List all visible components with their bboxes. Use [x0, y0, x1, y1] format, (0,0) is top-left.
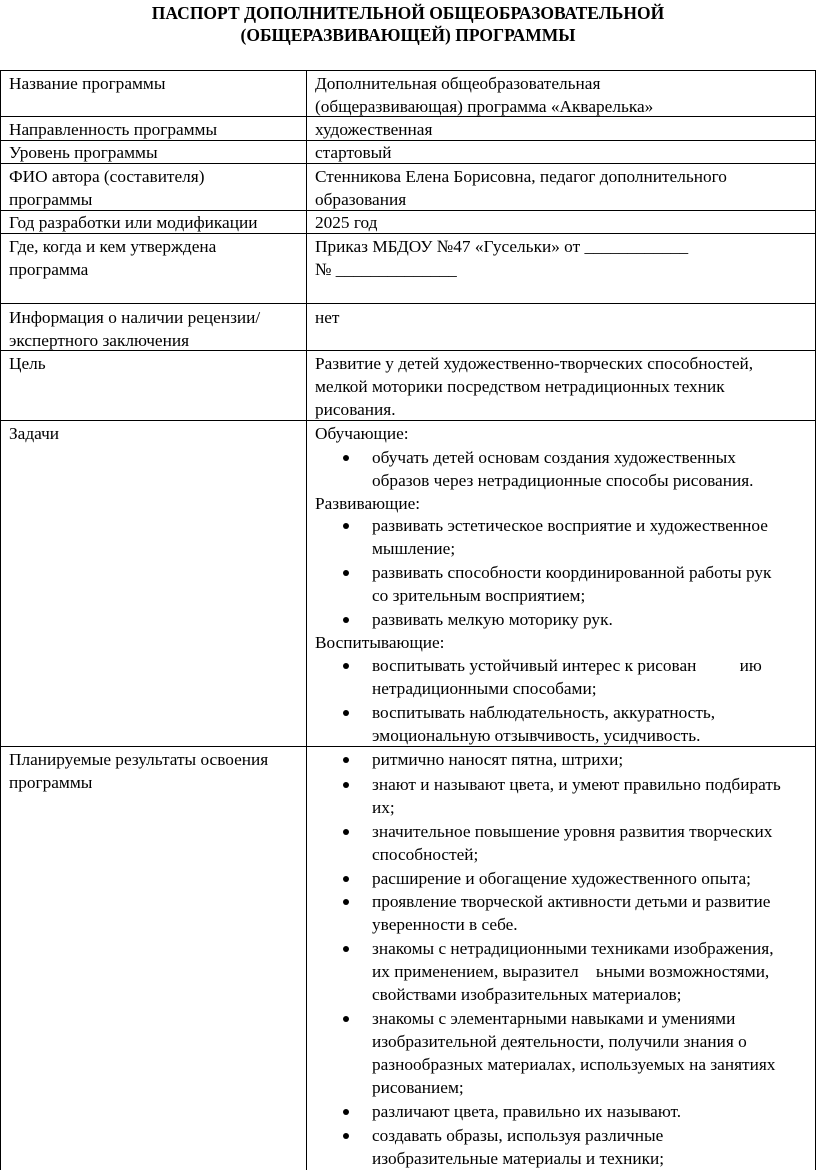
bullet-icon [343, 876, 349, 882]
row-goal-label: Цель [9, 354, 46, 373]
results-item-line: способностей; [372, 845, 479, 864]
bullet-icon [343, 1016, 349, 1022]
column-divider [306, 70, 307, 1170]
results-item-line: изобразительные материалы и техники; [372, 1149, 665, 1168]
bullet-icon [343, 1109, 349, 1115]
row-tasks-label: Задачи [9, 424, 60, 443]
row-divider [0, 420, 816, 421]
results-item-line: свойствами изобразительных материалов; [372, 985, 682, 1004]
bullet-icon [343, 710, 349, 716]
results-item-line: знакомы с нетрадиционными техниками изображения, [372, 939, 774, 958]
results-item-line: знакомы с элементарными навыками и умениями [372, 1009, 736, 1028]
bullet-icon [343, 1133, 349, 1139]
row-author-label-line: программы [9, 190, 93, 209]
bullet-icon [343, 829, 349, 835]
results-item-line: проявление творческой активности детьми и развитие [372, 892, 771, 911]
row-level-label: Уровень программы [9, 143, 158, 162]
passport-table [0, 70, 816, 1170]
bullet-icon [343, 899, 349, 905]
tasks-developing-heading: Развивающие: [315, 494, 421, 513]
title-line-2: (ОБЩЕРАЗВИВАЮЩЕЙ) ПРОГРАММЫ [240, 25, 576, 45]
bullet-icon [343, 663, 349, 669]
row-author-label-line: ФИО автора (составителя) [9, 167, 205, 186]
row-direction-value: художественная [315, 120, 433, 139]
results-item-line: изобразительной деятельности, получили знания о [372, 1032, 747, 1051]
row-goal-value-line: рисования. [315, 400, 396, 419]
row-review-label-line: экспертного заключения [9, 331, 190, 350]
title-line-1: ПАСПОРТ ДОПОЛНИТЕЛЬНОЙ ОБЩЕОБРАЗОВАТЕЛЬНОЙ [151, 3, 665, 23]
bullet-icon [343, 455, 349, 461]
row-year-value: 2025 год [315, 213, 378, 232]
row-direction-label: Направленность программы [9, 120, 218, 139]
row-divider [0, 303, 816, 304]
row-review-label-line: Информация о наличии рецензии/ [9, 308, 261, 327]
tasks-item-line: обучать детей основам создания художественных [372, 448, 736, 467]
results-item-line: ритмично наносят пятна, штрихи; [372, 750, 624, 769]
row-goal-value-line: Развитие у детей художественно-творческих способностей, [315, 354, 754, 373]
tasks-item-line: со зрительным восприятием; [372, 586, 586, 605]
row-approved-value-line: Приказ МБДОУ №47 «Гусельки» от ____________ [315, 237, 689, 256]
row-name-value-line: (общеразвивающая) программа «Акварелька» [315, 97, 654, 116]
table-border-left [0, 70, 1, 1170]
row-name-value-line: Дополнительная общеобразовательная [315, 74, 601, 93]
tasks-item-line: развивать эстетическое восприятие и художественное [372, 516, 768, 535]
row-results-label-line: программы [9, 773, 93, 792]
row-year-label: Год разработки или модификации [9, 213, 258, 232]
results-item-line: расширение и обогащение художественного опыта; [372, 869, 751, 888]
results-item-line: создавать образы, используя различные [372, 1126, 664, 1145]
row-author-value-line: Стенникова Елена Борисовна, педагог дополнительного [315, 167, 727, 186]
bullet-icon [343, 757, 349, 763]
bullet-icon [343, 946, 349, 952]
tasks-item-line: нетрадиционными способами; [372, 679, 597, 698]
row-level-value: стартовый [315, 143, 392, 162]
bullet-icon [343, 617, 349, 623]
tasks-item-line: развивать способности координированной работы рук [372, 563, 772, 582]
results-item-line: разнообразных материалах, используемых на занятиях [372, 1055, 776, 1074]
bullet-icon [343, 523, 349, 529]
tasks-item-line: воспитывать устойчивый интерес к рисован ию [372, 656, 762, 675]
row-approved-label-line: программа [9, 260, 89, 279]
results-item-line: уверенности в себе. [372, 915, 518, 934]
row-goal-value-line: мелкой моторики посредством нетрадиционных техник [315, 377, 725, 396]
row-author-value-line: образования [315, 190, 407, 209]
table-border-top [0, 70, 816, 71]
results-item-line: знают и называют цвета, и умеют правильно подбирать [372, 775, 781, 794]
tasks-item-line: образов через нетрадиционные способы рисования. [372, 471, 754, 490]
bullet-icon [343, 782, 349, 788]
results-item-line: их; [372, 798, 395, 817]
row-name-label: Название программы [9, 74, 166, 93]
row-results-label-line: Планируемые результаты освоения [9, 750, 269, 769]
row-approved-value-line: № ______________ [315, 260, 457, 279]
tasks-item-line: эмоциональную отзывчивость, усидчивость. [372, 726, 701, 745]
row-review-value: нет [315, 308, 340, 327]
tasks-item-line: мышление; [372, 539, 456, 558]
results-item-line: их применением, выразител ьными возможностями, [372, 962, 770, 981]
results-item-line: рисованием; [372, 1078, 464, 1097]
tasks-educational-heading: Обучающие: [315, 424, 409, 443]
row-approved-label-line: Где, когда и кем утверждена [9, 237, 217, 256]
tasks-item-line: развивать мелкую моторику рук. [372, 610, 613, 629]
results-item-line: различают цвета, правильно их называют. [372, 1102, 682, 1121]
tasks-item-line: воспитывать наблюдательность, аккуратность, [372, 703, 716, 722]
tasks-upbringing-heading: Воспитывающие: [315, 633, 445, 652]
bullet-icon [343, 570, 349, 576]
results-item-line: значительное повышение уровня развития творческих [372, 822, 773, 841]
